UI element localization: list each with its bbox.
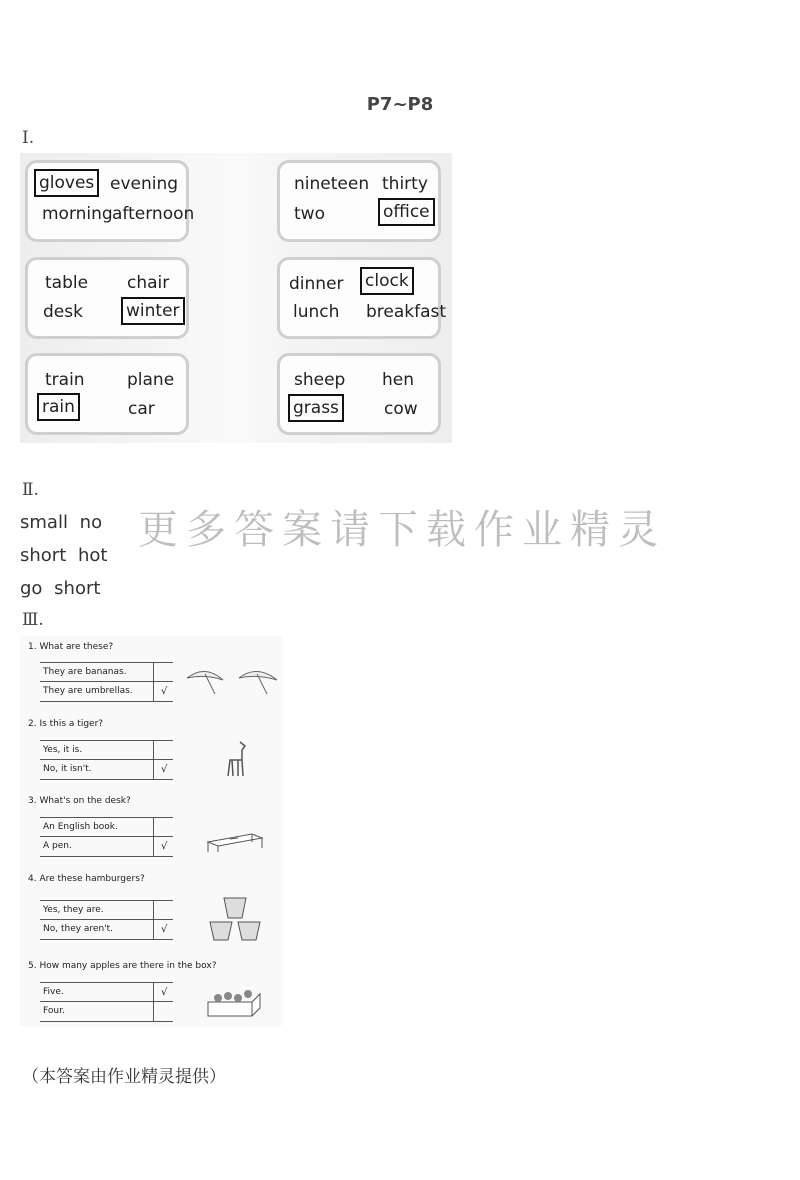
answer-row bbox=[40, 817, 173, 837]
word: breakfast bbox=[366, 302, 447, 322]
word: table bbox=[45, 273, 89, 293]
answer-word: grass bbox=[288, 394, 344, 422]
word-group bbox=[25, 257, 189, 339]
cake-icon bbox=[208, 894, 264, 944]
check-mark: √ bbox=[161, 841, 168, 852]
answer-row bbox=[40, 900, 173, 920]
word: train bbox=[45, 370, 85, 390]
word-group bbox=[25, 353, 189, 435]
word-group bbox=[277, 160, 441, 242]
word: car bbox=[128, 399, 155, 419]
option-text: They are bananas. bbox=[43, 667, 127, 677]
answer-word: rain bbox=[37, 393, 80, 421]
question: 2. Is this a tiger? bbox=[28, 719, 104, 729]
option-text: Yes, they are. bbox=[43, 905, 104, 915]
box-icon bbox=[206, 986, 262, 1018]
section-2-label: Ⅱ. bbox=[22, 480, 39, 500]
word: nineteen bbox=[294, 174, 370, 194]
page-title: P7~P8 bbox=[366, 94, 434, 115]
question: 5. How many apples are there in the box? bbox=[28, 961, 217, 971]
option-text: No, it isn't. bbox=[43, 764, 92, 774]
word-group bbox=[277, 353, 441, 435]
answer-line: go short bbox=[20, 578, 101, 599]
question: 4. Are these hamburgers? bbox=[28, 874, 145, 884]
word: thirty bbox=[382, 174, 428, 194]
section-3-label: Ⅲ. bbox=[22, 610, 44, 630]
answer-line: short hot bbox=[20, 545, 108, 566]
umbrella-icon bbox=[185, 666, 281, 700]
check-mark: √ bbox=[161, 987, 168, 998]
check-mark: √ bbox=[161, 924, 168, 935]
word: lunch bbox=[293, 302, 340, 322]
quiz-image bbox=[20, 636, 282, 1026]
option-text: Yes, it is. bbox=[43, 745, 83, 755]
answer-row bbox=[40, 982, 173, 1002]
word-group bbox=[277, 257, 447, 339]
option-text: They are umbrellas. bbox=[43, 686, 133, 696]
answer-word: clock bbox=[360, 267, 414, 295]
desk-icon bbox=[206, 832, 264, 854]
question: 3. What's on the desk? bbox=[28, 796, 131, 806]
answer-row bbox=[40, 740, 173, 760]
footer-note: （本答案由作业精灵提供） bbox=[22, 1067, 226, 1087]
word-groups-image bbox=[20, 153, 452, 443]
word: cow bbox=[384, 399, 418, 419]
word: chair bbox=[127, 273, 170, 293]
answer-row bbox=[40, 759, 173, 780]
word: two bbox=[294, 204, 325, 224]
word: dinner bbox=[289, 274, 344, 294]
answer-line: small no bbox=[20, 512, 103, 533]
answer-word: office bbox=[378, 198, 435, 226]
option-text: No, they aren't. bbox=[43, 924, 114, 934]
section-1-label: Ⅰ. bbox=[22, 128, 35, 148]
word: desk bbox=[43, 302, 83, 322]
check-mark: √ bbox=[161, 686, 168, 697]
answer-word: gloves bbox=[34, 169, 99, 197]
word: hen bbox=[382, 370, 415, 390]
answer-row bbox=[40, 836, 173, 857]
answer-row bbox=[40, 1001, 173, 1022]
word: afternoon bbox=[112, 204, 195, 224]
word: morning bbox=[42, 204, 113, 224]
answer-row bbox=[40, 681, 173, 702]
word: evening bbox=[110, 174, 179, 194]
option-text: An English book. bbox=[43, 822, 118, 832]
answer-row bbox=[40, 662, 173, 682]
word-group bbox=[25, 160, 195, 242]
watermark: 更多答案请下载作业精灵 bbox=[138, 507, 666, 553]
option-text: A pen. bbox=[43, 841, 72, 851]
option-text: Five. bbox=[43, 987, 64, 997]
answer-row bbox=[40, 919, 173, 940]
check-mark: √ bbox=[161, 764, 168, 775]
answer-word: winter bbox=[121, 297, 185, 325]
word: plane bbox=[127, 370, 175, 390]
option-text: Four. bbox=[43, 1006, 65, 1016]
word: sheep bbox=[294, 370, 346, 390]
question: 1. What are these? bbox=[28, 642, 114, 652]
horse-icon bbox=[224, 740, 248, 780]
